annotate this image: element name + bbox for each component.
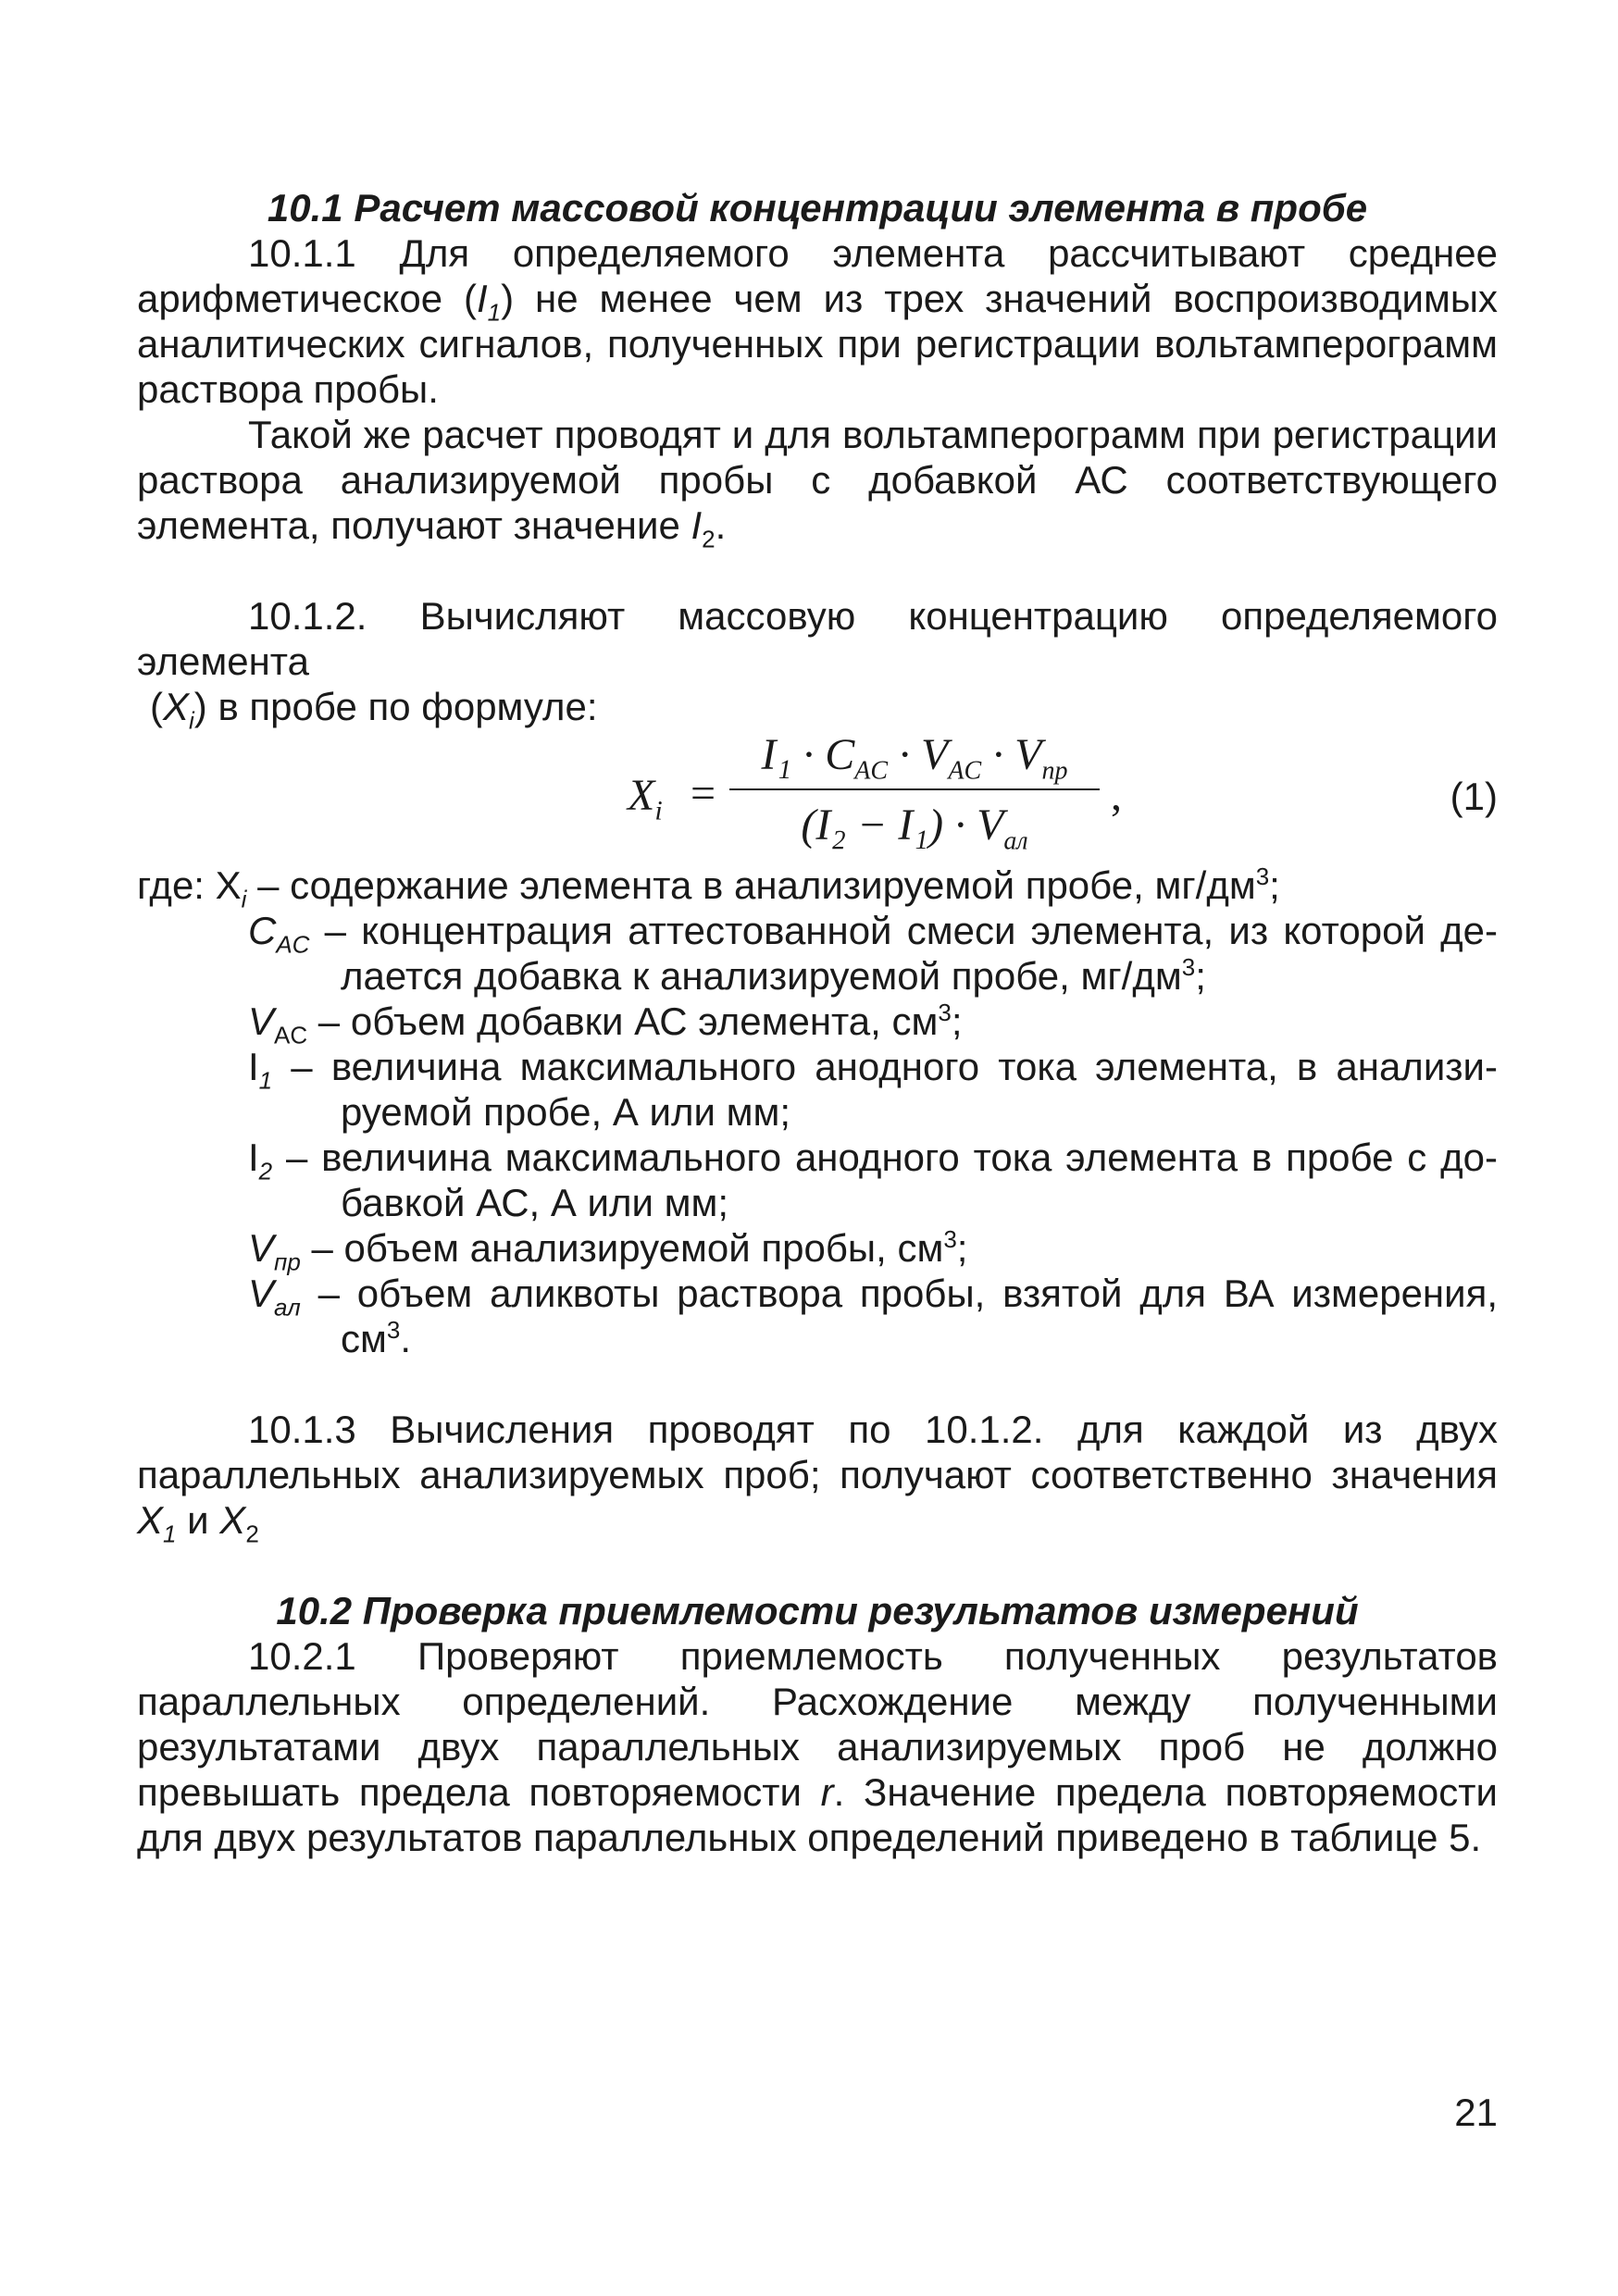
formula-lhs: $X_i$ [628,771,663,826]
definition-vac: $V_{AC}$ – объем добавки АС элемента, $см^3$; [248,999,963,1049]
formula-numerator: $I_1 \cdot C_{AC} \cdot V_{AC} \cdot V_{пр}$ [761,730,1068,786]
equation-number: (1) [1450,775,1498,818]
section-heading-10-1: 10.1 Расчет массовой концентрации элемента в пробе [267,186,1368,230]
paragraph-10-1-2: 10.1.2. Вычисляют массовую концентрацию определяемого элемента [137,594,1498,683]
definition-vpr: $V_{пр}$ – объем анализируемой пробы, $см^3$; [248,1225,968,1276]
paragraph-10-2-1: 10.2.1 Проверяют приемлемость полученных результатов параллельных определений. Расхождение между полученными результатами двух параллельных анализируемых проб не должно превышать предела повторяемости r. Значение предела повторяемости для двух результатов параллельных определений приведено в таблице 5. [137,1634,1498,1859]
formula-comma: , [1111,771,1122,820]
definition-xi: где: $X_i$ – содержание элемента в анализируемой пробе, $мг/дм^3$; [137,863,1280,913]
definition-val: $V_{ал}$ – объем аликвоты раствора пробы, взятой для ВА измерения, $см^3$. [248,1272,1498,1360]
page-number: 21 [1454,2091,1498,2134]
fraction-bar [729,788,1100,790]
paragraph-10-1-3: 10.1.3 Вычисления проводят по 10.1.2. для каждой из двух параллельных анализируемых проб; получают соответственно значения $X_1$ и $X_2$ [137,1408,1498,1548]
definition-i2: $I_2$ – величина максимального анодного тока элемента в пробе с добавкой АС, А или мм; [248,1136,1498,1224]
section-heading-10-2: 10.2 Проверка приемлемости результатов измерений [276,1589,1359,1632]
formula-body [628,731,1276,863]
paragraph-same-calc: Такой же расчет проводят и для вольтамперограмм при регистрации раствора анализируемой пробы с добавкой АС соответствующего элемента, получают значение $I_2$. [137,413,1498,553]
definition-cac: $C_{AC}$ – концентрация аттестованной смеси элемента, из которой делается добавка к анализируемой пробе, $мг/дм^3$; [248,909,1498,998]
formula-1 [137,731,1498,863]
formula-denominator: $(I_2 - I_1) \cdot V_{ал}$ [801,800,1028,856]
definition-i1: $I_1$ – величина максимального анодного тока элемента, в анализируемой пробе, А или мм; [248,1045,1498,1134]
definitions-list [137,863,1498,1361]
paragraph-10-1-2-cont: $(X_i)$ в пробе по формуле: [150,685,598,735]
formula-equals: = [691,769,716,818]
paragraph-10-1-1: 10.1.1 Для определяемого элемента рассчитывают среднее арифметическое $(I_1)$ не менее чем из трех значений воспроизводимых аналитических сигналов, полученных при регистрации вольтамперограмм раствора пробы. [137,231,1499,411]
page-content [137,185,1498,1860]
